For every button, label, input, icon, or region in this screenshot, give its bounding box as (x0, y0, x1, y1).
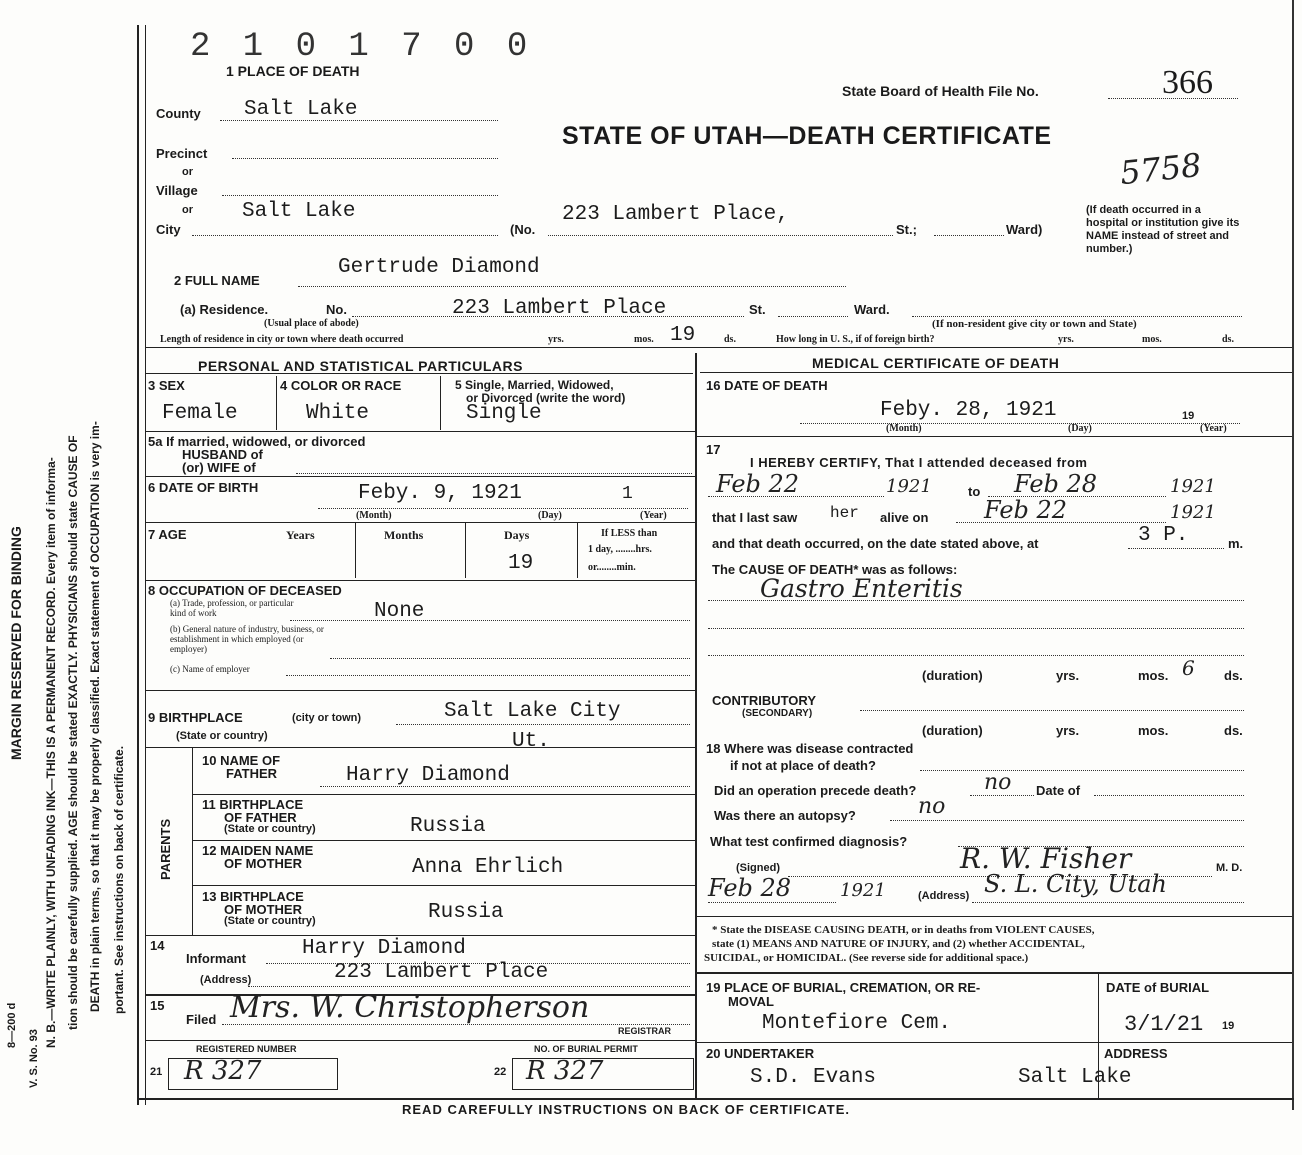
date-of-death-label: 16 DATE OF DEATH (706, 378, 828, 393)
attended-from-date: Feb 22 (716, 470, 800, 498)
city-value: Salt Lake (242, 200, 356, 223)
spouse-label-2: HUSBAND of (182, 447, 263, 462)
length-mos-label: mos. (634, 334, 654, 345)
father-name: Harry Diamond (346, 764, 510, 787)
registered-number-value: R 327 (184, 1056, 262, 1086)
alive-on-date: Feb 22 (984, 496, 1068, 524)
age-months-label: Months (384, 528, 424, 542)
length-residence-label: Length of residence in city or town where death occurred (160, 334, 404, 345)
precinct-label: Precinct (156, 146, 208, 161)
age-days-label: Days (504, 528, 530, 542)
attended-to-date: Feb 28 (1014, 470, 1098, 498)
ward-label: Ward) (1006, 222, 1043, 237)
physician-signature: R. W. Fisher (960, 842, 1132, 875)
dob-day-label: (Day) (538, 510, 562, 521)
burial-date-value: 3/1/21 (1124, 1012, 1204, 1037)
hospital-note: (If death occurred in a hospital or institution give its NAME instead of street and number.) (1086, 204, 1240, 255)
age-less-label-1: If LESS than (601, 528, 658, 539)
operation-label: Did an operation precede death? (714, 783, 917, 798)
operation-value: no (984, 770, 1012, 795)
informant-number: 14 (150, 938, 165, 953)
informant-address-label: (Address) (200, 974, 252, 986)
birthplace-sublabel: (city or town) (292, 712, 362, 724)
filed-label: Filed (186, 1012, 217, 1027)
occupation-label: 8 OCCUPATION OF DECEASED (148, 583, 342, 598)
father-birthplace: Russia (410, 815, 486, 838)
filed-number: 15 (150, 998, 165, 1013)
disease-contracted-label: 18 Where was disease contracted (706, 741, 914, 756)
operation-date-label: Date of (1036, 783, 1081, 798)
father-bp-label-1: 11 BIRTHPLACE (202, 797, 304, 812)
instructions-line-3: DEATH in plain terms, so that it may be properly classified. Exact statement of OCCUPATION is very im- (88, 421, 102, 1012)
contributory-yrs-label: yrs. (1056, 723, 1080, 738)
sex-value: Female (162, 402, 238, 425)
secondary-label: (SECONDARY) (742, 708, 813, 719)
full-name-label: 2 FULL NAME (174, 273, 260, 288)
marital-label-1: 5 Single, Married, Widowed, (455, 378, 614, 392)
form-left-border (137, 25, 139, 1105)
burial-place-label-2: MOVAL (728, 994, 774, 1009)
us-yrs-label: yrs. (1058, 334, 1074, 345)
stamp-number: 2 1 0 1 7 0 0 (190, 28, 534, 66)
undertaker-name: S.D. Evans (750, 1066, 877, 1089)
father-label-2: FATHER (226, 766, 278, 781)
burial-date-19: 19 (1222, 1020, 1235, 1032)
personal-heading: PERSONAL AND STATISTICAL PARTICULARS (198, 358, 523, 374)
dob-year-label: (Year) (640, 510, 667, 521)
dob-year-prefix: 1 (622, 484, 633, 504)
not-at-place-label: if not at place of death? (730, 758, 876, 773)
alive-on-label: alive on (880, 510, 929, 525)
place-of-death-label: 1 PLACE OF DEATH (226, 63, 360, 79)
signed-year: 1921 (840, 880, 886, 901)
cause-of-death: Gastro Enteritis (760, 574, 963, 603)
mother-bp-label-3: (State or country) (224, 915, 316, 927)
death-day-label: (Day) (1068, 423, 1092, 434)
birthplace-label: 9 BIRTHPLACE (148, 710, 243, 725)
city-label: City (156, 222, 181, 237)
medical-heading: MEDICAL CERTIFICATE OF DEATH (812, 355, 1060, 371)
occupation-a-label: (a) Trade, profession, or particular kind of work (170, 598, 294, 618)
length-yrs-label: yrs. (548, 334, 564, 345)
alive-on-year: 1921 (1170, 502, 1216, 523)
father-bp-label-2: OF FATHER (224, 810, 297, 825)
usual-abode-label: (Usual place of abode) (264, 318, 359, 329)
death-occurred-label: and that death occurred, on the date stated above, at (712, 536, 1039, 551)
binding-margin-label: MARGIN RESERVED FOR BINDING (8, 526, 24, 760)
footnote-line-2: state (1) MEANS AND NATURE OF INJURY, and (2) whether ACCIDENTAL, (712, 938, 1085, 950)
physician-address-label: (Address) (918, 890, 970, 902)
physician-address: S. L. City, Utah (984, 870, 1167, 898)
file-number-label: State Board of Health File No. (842, 83, 1039, 99)
autopsy-label: Was there an autopsy? (714, 808, 856, 823)
undertaker-label: 20 UNDERTAKER (706, 1046, 815, 1061)
cause-label: The CAUSE OF DEATH* was as follows: (712, 562, 958, 577)
footer-instructions: READ CAREFULLY INSTRUCTIONS ON BACK OF CERTIFICATE. (402, 1102, 850, 1117)
age-less-label-2: 1 day, ........hrs. (588, 544, 652, 555)
signed-label: (Signed) (736, 862, 780, 874)
undertaker-address: Salt Lake (1018, 1066, 1132, 1089)
burial-permit-label: NO. OF BURIAL PERMIT (534, 1044, 638, 1054)
page-title: STATE OF UTAH—DEATH CERTIFICATE (562, 122, 1052, 150)
time-m-label: m. (1228, 536, 1244, 551)
mother-name: Anna Ehrlich (412, 856, 564, 879)
form-bottom-border (137, 1098, 1294, 1100)
age-label: 7 AGE (148, 527, 187, 542)
footnote-line-3: SUICIDAL, or HOMICIDAL. (See reverse side for additional space.) (704, 952, 1029, 964)
street-label: St.; (896, 222, 917, 237)
instructions-line-2: tion should be carefully supplied. AGE should be stated EXACTLY. PHYSICIANS should state CAUSE OF (66, 435, 80, 1030)
registrar-label: REGISTRAR (618, 1026, 672, 1036)
residence-ward-label: Ward. (854, 302, 890, 317)
mother-bp-label-1: 13 BIRTHPLACE (202, 889, 304, 904)
dob-label: 6 DATE OF BIRTH (148, 480, 259, 495)
file-number: 366 (1162, 64, 1213, 101)
duration-mos-label: mos. (1138, 668, 1169, 683)
mother-birthplace: Russia (428, 901, 504, 924)
father-bp-label-3: (State or country) (224, 823, 316, 835)
age-years-label: Years (286, 528, 315, 542)
last-saw-value: her (830, 504, 859, 522)
us-ds-label: ds. (1222, 334, 1234, 345)
attended-to-label: to (968, 484, 981, 499)
form-right-border (1292, 0, 1294, 1110)
contributory-mos-label: mos. (1138, 723, 1169, 738)
how-long-us-label: How long in U. S., if of foreign birth? (776, 334, 935, 345)
death-address: 223 Lambert Place, (562, 203, 789, 226)
form-number: V. S. No. 93 (28, 1029, 40, 1088)
contributory-duration-label: (duration) (922, 723, 983, 738)
certify-statement: I HEREBY CERTIFY, That I attended deceased from (750, 455, 1088, 470)
race-label: 4 COLOR OR RACE (280, 378, 402, 393)
duration-ds-label: ds. (1224, 668, 1243, 683)
undertaker-address-label: ADDRESS (1104, 1046, 1168, 1061)
spouse-label-3: (or) WIFE of (182, 460, 256, 475)
length-ds-label: ds. (724, 334, 736, 345)
instructions-line-1: N. B.—WRITE PLAINLY, WITH UNFADING INK—THIS IS A PERMANENT RECORD. Every item of informa- (44, 457, 58, 1048)
or-label-1: or (182, 166, 193, 178)
registered-number-field: 21 (150, 1066, 163, 1078)
dob-month-label: (Month) (356, 510, 392, 521)
duration-value: 6 (1182, 656, 1195, 680)
county-label: County (156, 106, 201, 121)
attended-from-year: 1921 (886, 476, 932, 497)
death-year-label: (Year) (1200, 423, 1227, 434)
burial-date-label: DATE of BURIAL (1106, 980, 1210, 995)
residence-street-label: St. (749, 302, 766, 317)
footnote-line-1: * State the DISEASE CAUSING DEATH, or in deaths from VIOLENT CAUSES, (712, 924, 1095, 936)
duration-label: (duration) (922, 668, 983, 683)
length-days-value: 19 (670, 324, 696, 347)
occupation-b-label: (b) General nature of industry, business, or establishment in which employed (or employer) (170, 624, 324, 654)
spouse-label-1: 5a If married, widowed, or divorced (148, 434, 366, 449)
duration-yrs-label: yrs. (1056, 668, 1080, 683)
registrar-signature: Mrs. W. Christopherson (230, 990, 590, 1025)
burial-permit-value: R 327 (526, 1056, 604, 1086)
full-name-value: Gertrude Diamond (338, 256, 540, 279)
time-of-death: 3 P. (1138, 524, 1189, 547)
burial-permit-field: 22 (494, 1066, 507, 1078)
mother-label-2: OF MOTHER (224, 856, 302, 871)
dob-value: Feby. 9, 1921 (358, 482, 522, 505)
marital-label-2: or Divorced (write the word) (466, 391, 626, 405)
last-saw-label: that I last saw (712, 510, 798, 525)
parents-label: PARENTS (158, 818, 173, 880)
occupation-c-label: (c) Name of employer (170, 664, 250, 674)
informant-address: 223 Lambert Place (334, 961, 549, 984)
autopsy-value: no (918, 794, 946, 819)
occupation-value: None (374, 600, 425, 623)
center-divider (695, 353, 697, 1098)
nonresident-label: (If non-resident give city or town and State) (932, 318, 1137, 330)
residence-value: 223 Lambert Place (452, 297, 667, 320)
date-of-death-value: Feby. 28, 1921 (880, 399, 1057, 422)
test-label: What test confirmed diagnosis? (710, 834, 908, 849)
marital-value: Single (466, 402, 542, 425)
mother-bp-label-2: OF MOTHER (224, 902, 302, 917)
registered-number-label: REGISTERED NUMBER (196, 1044, 297, 1054)
burial-place-label-1: 19 PLACE OF BURIAL, CREMATION, OR RE- (706, 980, 981, 995)
attended-to-year: 1921 (1170, 476, 1216, 497)
residence-no-label: No. (326, 302, 347, 317)
race-value: White (306, 402, 370, 425)
informant-label: Informant (186, 951, 246, 966)
contributory-label: CONTRIBUTORY (712, 693, 816, 708)
street-number-label: (No. (510, 222, 536, 237)
burial-place-value: Montefiore Cem. (762, 1012, 952, 1035)
informant-name: Harry Diamond (302, 937, 466, 960)
item-17-label: 17 (706, 442, 721, 457)
form-left-border-inner (145, 25, 146, 1105)
death-month-label: (Month) (886, 423, 922, 434)
village-label: Village (156, 183, 198, 198)
birthplace-city: Salt Lake City (444, 700, 621, 723)
age-days-value: 19 (508, 552, 534, 575)
father-label-1: 10 NAME OF (202, 753, 281, 768)
instructions-line-4: portant. See instructions on back of certificate. (112, 745, 126, 1014)
age-less-label-3: or........min. (588, 562, 636, 573)
signed-date: Feb 28 (708, 874, 792, 902)
form-code: 8—200 d (6, 1002, 18, 1048)
date-of-death-19: 19 (1182, 410, 1195, 422)
county-value: Salt Lake (244, 98, 358, 121)
contributory-ds-label: ds. (1224, 723, 1243, 738)
us-mos-label: mos. (1142, 334, 1162, 345)
md-label: M. D. (1216, 862, 1243, 874)
birthplace-state-label: (State or country) (176, 730, 268, 742)
residence-label: (a) Residence. (180, 302, 269, 317)
or-label-2: or (182, 204, 193, 216)
mother-label-1: 12 MAIDEN NAME (202, 843, 314, 858)
handwritten-code: 5758 (1118, 145, 1204, 193)
birthplace-state: Ut. (512, 730, 550, 753)
sex-label: 3 SEX (148, 378, 185, 393)
